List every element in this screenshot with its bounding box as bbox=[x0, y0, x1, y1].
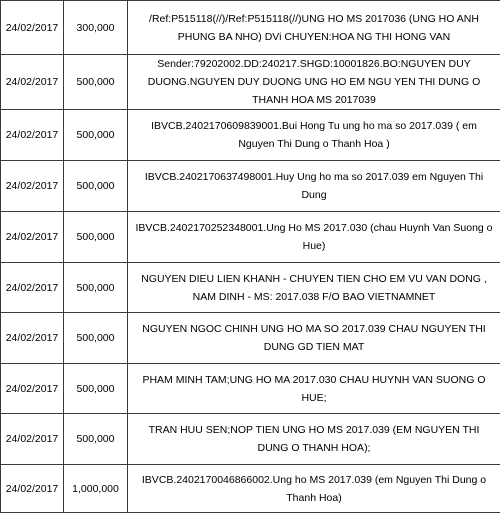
row-amount: 500,000 bbox=[64, 414, 128, 465]
row-amount: 500,000 bbox=[64, 161, 128, 212]
table-row bbox=[1, 465, 500, 513]
row-description: NGUYEN NGOC CHINH UNG HO MA SO 2017.039 CHAU NGUYEN THI DUNG GD TIEN MAT bbox=[128, 313, 500, 364]
row-date: 24/02/2017 bbox=[1, 364, 64, 414]
row-description: TRAN HUU SEN;NOP TIEN UNG HO MS 2017.039 (EM NGUYEN THI DUNG O THANH HOA); bbox=[128, 414, 500, 465]
row-description: IBVCB.2402170252348001.Ung Ho MS 2017.030 (chau Huynh Van Suong o Hue) bbox=[128, 212, 500, 263]
row-description: PHAM MINH TAM;UNG HO MA 2017.030 CHAU HUYNH VAN SUONG O HUE; bbox=[128, 364, 500, 414]
row-amount: 500,000 bbox=[64, 263, 128, 313]
table-row bbox=[1, 161, 500, 212]
row-amount: 500,000 bbox=[64, 55, 128, 110]
table-row bbox=[1, 364, 500, 414]
ledger-body bbox=[1, 1, 500, 513]
table-row bbox=[1, 1, 500, 55]
row-date: 24/02/2017 bbox=[1, 55, 64, 110]
row-date: 24/02/2017 bbox=[1, 465, 64, 513]
table-row bbox=[1, 263, 500, 313]
row-date: 24/02/2017 bbox=[1, 1, 64, 55]
row-date: 24/02/2017 bbox=[1, 414, 64, 465]
row-date: 24/02/2017 bbox=[1, 161, 64, 212]
row-date: 24/02/2017 bbox=[1, 212, 64, 263]
row-amount: 500,000 bbox=[64, 313, 128, 364]
table-row bbox=[1, 110, 500, 161]
row-description: Sender:79202002.DD:240217.SHGD:10001826.BO:NGUYEN DUY DUONG.NGUYEN DUY DUONG UNG HO EM NGU YEN THI DUNG O THANH HOA MS 2017039 bbox=[128, 55, 500, 110]
table-row bbox=[1, 313, 500, 364]
row-description: /Ref:P515118(//)/Ref:P515118(//)UNG HO MS 2017036 (UNG HO ANH PHUNG BA NHO) DVi CHUYEN:HOA NG THI HONG VAN bbox=[128, 1, 500, 55]
row-description: IBVCB.2402170609839001.Bui Hong Tu ung ho ma so 2017.039 ( em Nguyen Thi Dung o Thanh Hoa ) bbox=[128, 110, 500, 161]
row-description: IBVCB.2402170637498001.Huy Ung ho ma so 2017.039 em Nguyen Thi Dung bbox=[128, 161, 500, 212]
row-date: 24/02/2017 bbox=[1, 263, 64, 313]
row-amount: 300,000 bbox=[64, 1, 128, 55]
row-description: IBVCB.2402170046866002.Ung ho MS 2017.039 (em Nguyen Thi Dung o Thanh Hoa) bbox=[128, 465, 500, 513]
row-description: NGUYEN DIEU LIEN KHANH - CHUYEN TIEN CHO EM VU VAN DONG , NAM DINH - MS: 2017.038 F/O BAO VIETNAMNET bbox=[128, 263, 500, 313]
table-row bbox=[1, 212, 500, 263]
row-amount: 1,000,000 bbox=[64, 465, 128, 513]
row-date: 24/02/2017 bbox=[1, 313, 64, 364]
table-row bbox=[1, 55, 500, 110]
table-row bbox=[1, 414, 500, 465]
row-amount: 500,000 bbox=[64, 364, 128, 414]
row-date: 24/02/2017 bbox=[1, 110, 64, 161]
row-amount: 500,000 bbox=[64, 110, 128, 161]
row-amount: 500,000 bbox=[64, 212, 128, 263]
